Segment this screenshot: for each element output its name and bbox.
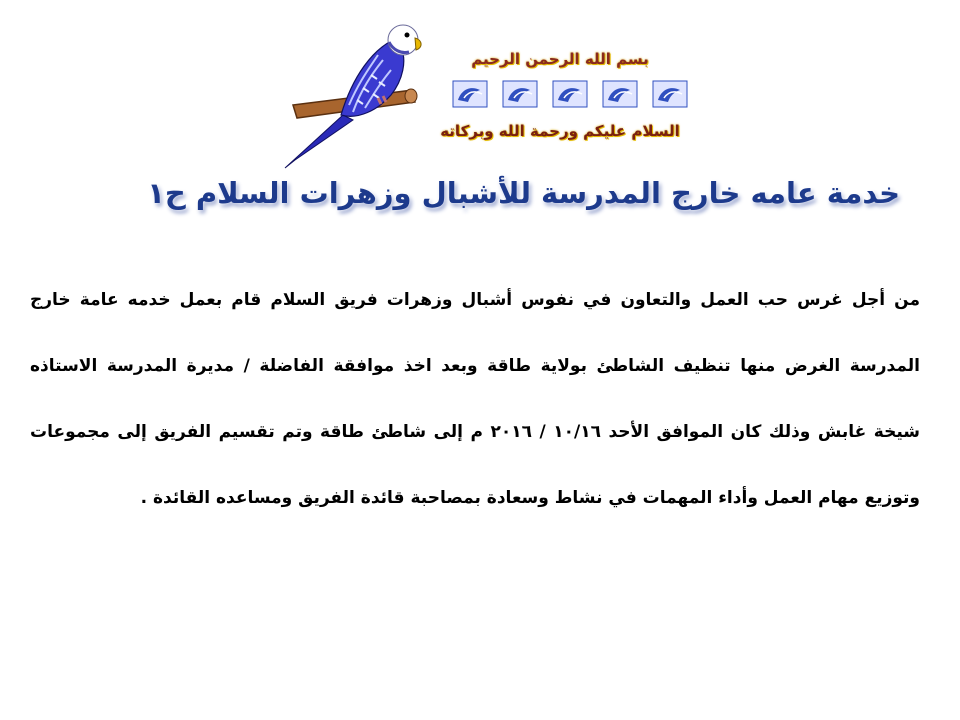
page-title: خدمة عامه خارج المدرسة للأشبال وزهرات السلام ح١ [147,176,900,210]
rose-icon [552,80,588,108]
paragraph-line: المدرسة الغرض منها تنظيف الشاطئ بولاية طاقة وبعد اخذ موافقة الفاضلة / مديرة المدرسة الاستاذه [30,356,920,376]
rose-icon [602,80,638,108]
body-paragraph [30,280,920,544]
paragraph-line: وتوزيع مهام العمل وأداء المهمات في نشاط وسعادة بمصاحبة قائدة الفريق ومساعده القائدة . [140,488,920,508]
rose-icon [452,80,488,108]
paragraph-line: من أجل غرس حب العمل والتعاون في نفوس أشبال وزهرات فريق السلام قام بعمل خدمه عامة خارج [30,290,920,310]
rose-icon [652,80,688,108]
paragraph-line: شيخة غابش وذلك كان الموافق الأحد ١٠/١٦ / ٢٠١٦ م إلى شاطئ طاقة وتم تقسيم الفريق إلى مجموعات [30,422,921,442]
parrot-icon [283,20,433,170]
rose-icon [502,80,538,108]
rose-decoration [452,80,688,110]
salam-text: السلام عليكم ورحمة الله وبركاته [440,122,680,140]
basmala-text: بسم الله الرحمن الرحيم [471,50,649,68]
